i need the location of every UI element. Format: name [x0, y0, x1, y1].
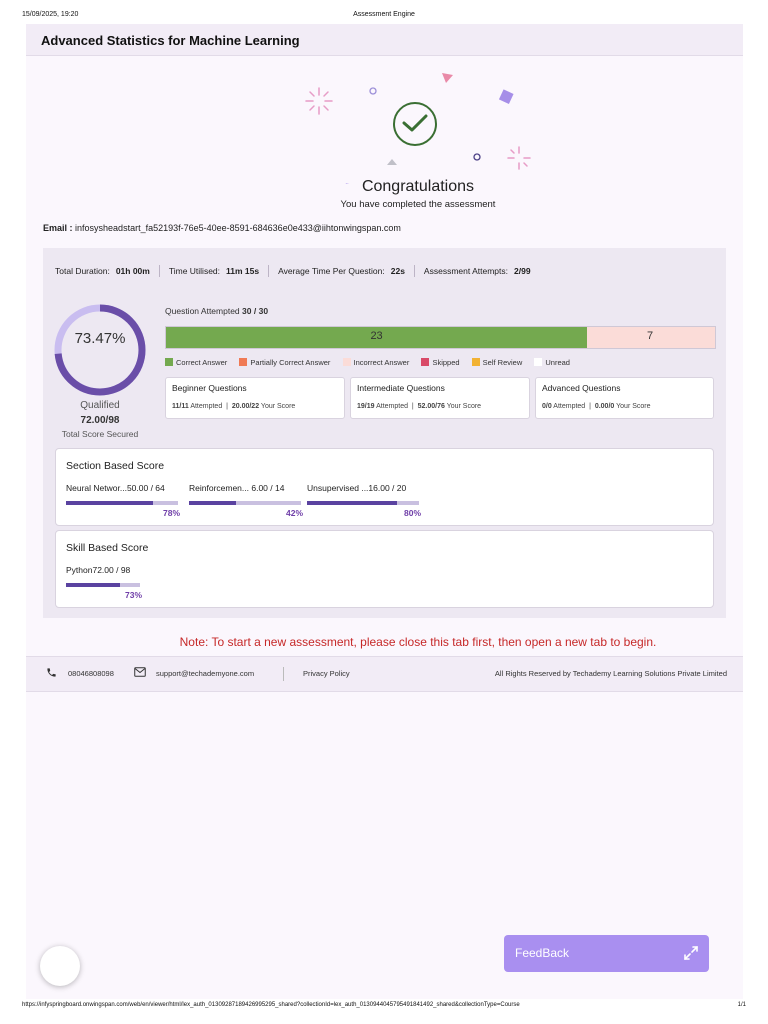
privacy-policy-link[interactable]: Privacy Policy [303, 669, 350, 678]
incorrect-count: 7 [646, 330, 654, 342]
legend-incorrect: Incorrect Answer [343, 358, 410, 367]
feedback-button[interactable] [504, 935, 709, 972]
floating-action-button[interactable] [40, 946, 80, 986]
legend-correct: Correct Answer [165, 358, 227, 367]
email-label: Email : [43, 223, 73, 233]
phone-icon [46, 667, 57, 680]
answer-legend [165, 357, 580, 367]
legend-skipped: Skipped [421, 358, 459, 367]
expand-icon [683, 945, 699, 966]
assessment-result-page [26, 24, 743, 999]
advanced-questions-card: Advanced Questions 0/0 Attempted | 0.00/0 Your Score [535, 377, 714, 419]
footer-phone[interactable]: 08046808098 [68, 669, 114, 678]
footer-divider [283, 667, 284, 681]
correct-count: 23 [370, 330, 383, 342]
page-footer [26, 656, 743, 692]
total-score-caption: Total Score Secured [61, 429, 139, 439]
score-percentage: 73.47% [74, 330, 126, 347]
qualification-status: Qualified [80, 400, 120, 411]
stat-divider [414, 265, 415, 277]
copyright-text: All Rights Reserved by Techademy Learning Solutions Private Limited [494, 669, 727, 678]
course-title: Advanced Statistics for Machine Learning [41, 33, 300, 48]
stat-time-utilised: Time Utilised: 11m 15s [168, 266, 260, 276]
legend-self-review: Self Review [472, 358, 523, 367]
print-date: 15/09/2025, 19:20 [22, 11, 79, 18]
stat-divider [159, 265, 160, 277]
stat-attempts: Assessment Attempts: 2/99 [423, 266, 531, 276]
section-item: Neural Networ...50.00 / 64 78% [66, 483, 180, 518]
stat-total-duration: Total Duration: 01h 00m [55, 266, 150, 276]
questions-attempted: Question Attempted 30 / 30 [165, 306, 269, 316]
print-page-number: 1/1 [737, 1002, 746, 1008]
new-assessment-note: Note: To start a new assessment, please close this tab first, then open a new tab to begin. [179, 635, 657, 649]
section-item: Reinforcemen... 6.00 / 14 42% [189, 483, 303, 518]
success-check-icon [393, 102, 437, 146]
intermediate-questions-card: Intermediate Questions 19/19 Attempted | 52.00/76 Your Score [350, 377, 530, 419]
print-title: Assessment Engine [353, 11, 415, 18]
score-donut [53, 303, 147, 397]
footer-support-email[interactable]: support@techademyone.com [156, 669, 255, 678]
section-score-card [55, 448, 714, 526]
email-row [43, 223, 401, 233]
skill-item: Python72.00 / 98 73% [66, 565, 142, 600]
course-header [26, 24, 743, 56]
skill-score-title: Skill Based Score [66, 542, 149, 554]
skill-score-card [55, 530, 714, 608]
feedback-label: FeedBack [515, 946, 570, 960]
congratulations-heading: Congratulations [361, 178, 475, 195]
section-score-title: Section Based Score [66, 460, 165, 472]
legend-partially-correct: Partially Correct Answer [239, 358, 330, 367]
assessment-stats [55, 265, 531, 277]
stat-average-time: Average Time Per Question: 22s [278, 266, 405, 276]
print-footer [0, 1002, 768, 1014]
print-header [0, 11, 768, 23]
legend-unread: Unread [534, 358, 570, 367]
answer-distribution-bar [165, 326, 716, 349]
email-value: infosysheadstart_fa52193f-76e5-40ee-8591-684636e0e433@iihtonwingspan.com [75, 223, 401, 233]
score-summary-panel [43, 248, 726, 618]
total-score: 72.00/98 [80, 415, 120, 426]
print-url: https://infyspringboard.onwingspan.com/web/en/viewer/html/lex_auth_01309287189426995295_shared?collectionId=lex_auth_0130944045795491841492_shared&collectionType=Course [22, 1002, 520, 1008]
mail-icon [134, 667, 146, 679]
stat-divider [268, 265, 269, 277]
section-item: Unsupervised ...16.00 / 20 80% [307, 483, 421, 518]
beginner-questions-card: Beginner Questions 11/11 Attempted | 20.00/22 Your Score [165, 377, 345, 419]
completion-message: You have completed the assessment [340, 199, 496, 210]
